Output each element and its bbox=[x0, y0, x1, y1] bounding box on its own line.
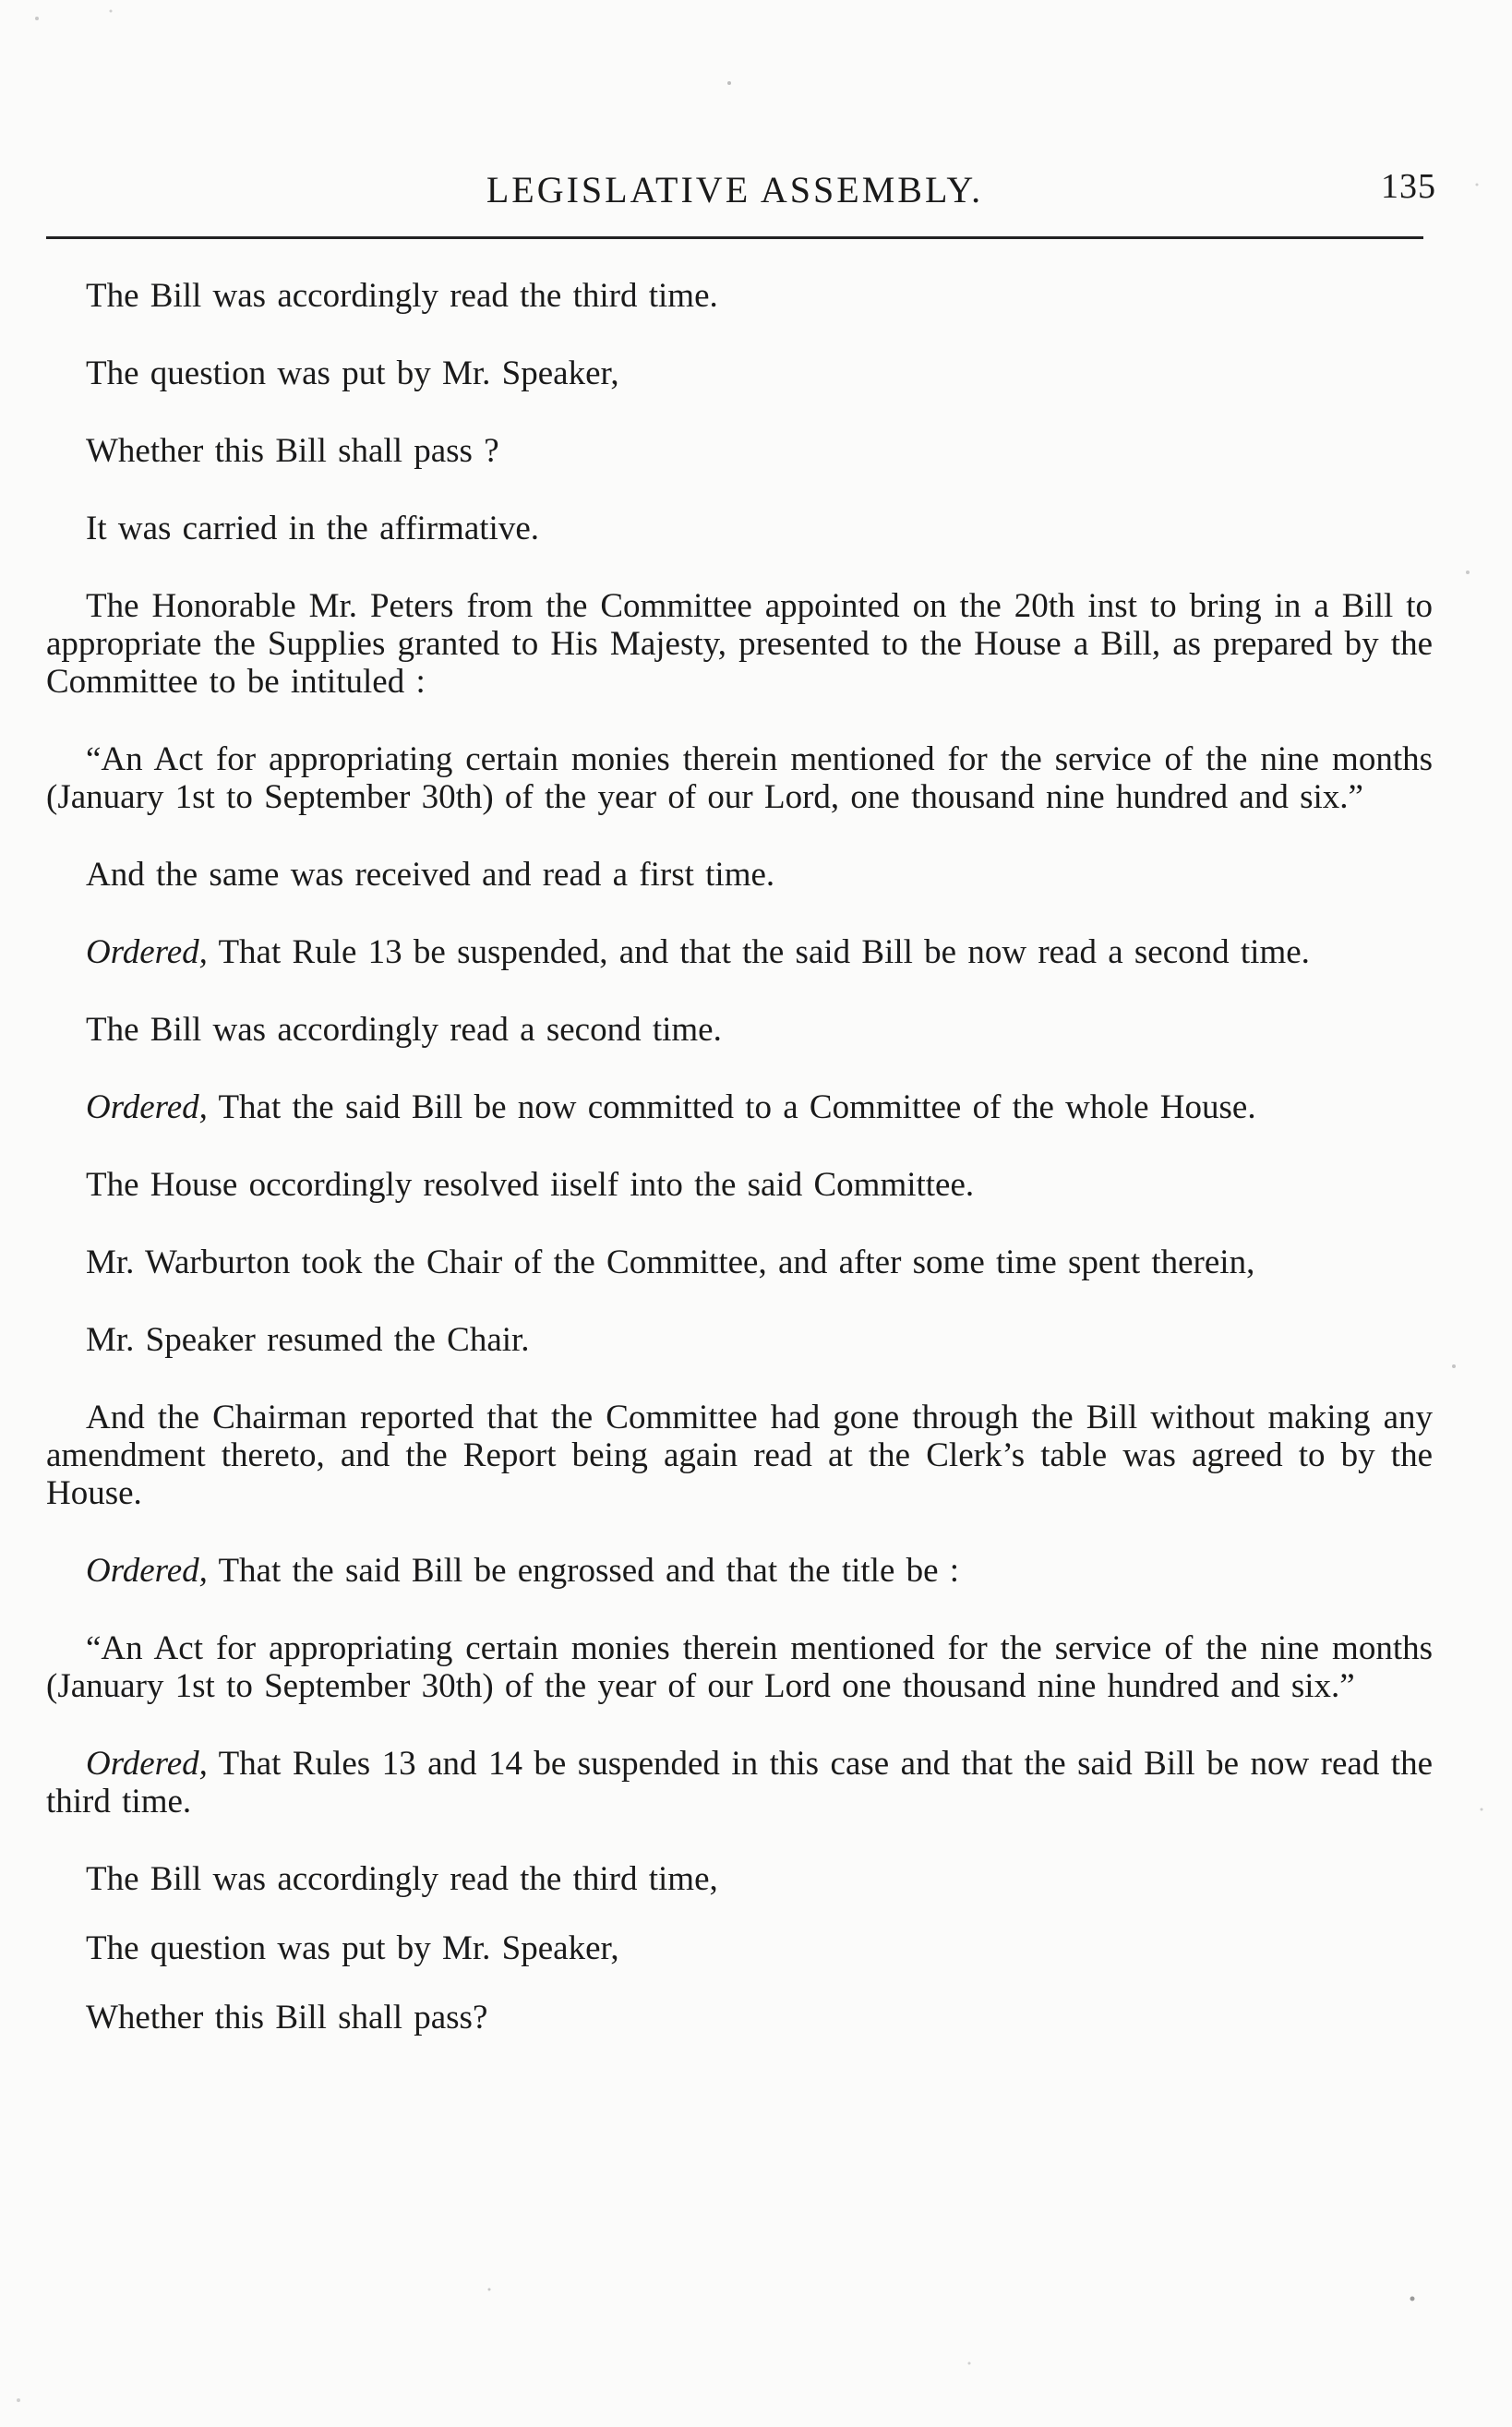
paragraph-text: The Bill was accordingly read a second time. bbox=[86, 1011, 722, 1049]
paragraph bbox=[46, 856, 1433, 894]
running-title: LEGISLATIVE ASSEMBLY. bbox=[486, 169, 984, 210]
paragraph-text: “An Act for appropriating certain monies therein mentioned for the service of the nine months (January 1st to September 30th) of the year of our Lord one thousand nine hundred and six.” bbox=[46, 1629, 1433, 1705]
paragraph-text: Mr. Speaker resumed the Chair. bbox=[86, 1321, 530, 1359]
paragraph-lead: Ordered, bbox=[86, 1088, 208, 1126]
paragraph bbox=[46, 1929, 1433, 1967]
paragraph-text: The House occordingly resolved iiself into the said Committee. bbox=[86, 1166, 975, 1204]
paragraph bbox=[46, 1552, 1433, 1590]
page-header bbox=[46, 164, 1436, 229]
paragraph-text: The question was put by Mr. Speaker, bbox=[86, 354, 619, 392]
paragraph-lead: Ordered, bbox=[86, 933, 208, 971]
paragraph-lead: Ordered, bbox=[86, 1552, 208, 1590]
paragraph-text: And the Chairman reported that the Committee had gone through the Bill without making any amendment thereto, and the Report being again read at the Clerk’s table was agreed to by the House. bbox=[46, 1399, 1433, 1512]
paragraph bbox=[46, 587, 1433, 701]
paragraph-text: “An Act for appropriating certain monies therein mentioned for the service of the nine months (January 1st to September 30th) of the year of our Lord, one thousand nine hundred and six.” bbox=[46, 740, 1433, 816]
paragraph bbox=[46, 1011, 1433, 1049]
paragraph-text: The Honorable Mr. Peters from the Committee appointed on the 20th inst to bring in a Bill to appropriate the Supplies granted to His Majesty, presented to the House a Bill, as prepared by the Committee to be intituled : bbox=[46, 587, 1433, 701]
paragraph-text: Whether this Bill shall pass? bbox=[86, 1999, 488, 2037]
paragraph-text: That the said Bill be now committed to a Committee of the whole House. bbox=[207, 1088, 1256, 1126]
paragraph-text: That the said Bill be engrossed and that the title be : bbox=[207, 1552, 960, 1590]
paragraph bbox=[46, 1166, 1433, 1204]
paragraph bbox=[46, 510, 1433, 547]
body-text bbox=[46, 277, 1433, 2068]
paragraph bbox=[46, 1745, 1433, 1820]
header-rule bbox=[46, 236, 1423, 239]
paragraph bbox=[46, 1629, 1433, 1705]
paragraph bbox=[46, 432, 1433, 470]
paragraph-text: The Bill was accordingly read the third time. bbox=[86, 277, 718, 315]
paragraph bbox=[46, 933, 1433, 971]
paragraph-text: The Bill was accordingly read the third time, bbox=[86, 1860, 718, 1898]
paragraph-text: The question was put by Mr. Speaker, bbox=[86, 1929, 619, 1967]
paragraph bbox=[46, 1088, 1433, 1126]
paragraph bbox=[46, 1321, 1433, 1359]
paragraph-text: Mr. Warburton took the Chair of the Committee, and after some time spent therein, bbox=[86, 1244, 1255, 1281]
paragraph-text: That Rule 13 be suspended, and that the said Bill be now read a second time. bbox=[207, 933, 1310, 971]
paragraph bbox=[46, 277, 1433, 315]
paragraph-text: It was carried in the affirmative. bbox=[86, 510, 539, 547]
paragraph-text: Whether this Bill shall pass ? bbox=[86, 432, 499, 470]
page-number: 135 bbox=[1381, 167, 1436, 206]
paragraph-lead: Ordered, bbox=[86, 1745, 208, 1783]
paragraph bbox=[46, 740, 1433, 816]
paragraph-text: And the same was received and read a first time. bbox=[86, 856, 775, 894]
paragraph bbox=[46, 1860, 1433, 1898]
paragraph bbox=[46, 1399, 1433, 1512]
paragraph-text: That Rules 13 and 14 be suspended in this case and that the said Bill be now read the third time. bbox=[46, 1745, 1433, 1820]
paragraph bbox=[46, 1244, 1433, 1281]
paragraph bbox=[46, 1999, 1433, 2037]
paragraph bbox=[46, 354, 1433, 392]
